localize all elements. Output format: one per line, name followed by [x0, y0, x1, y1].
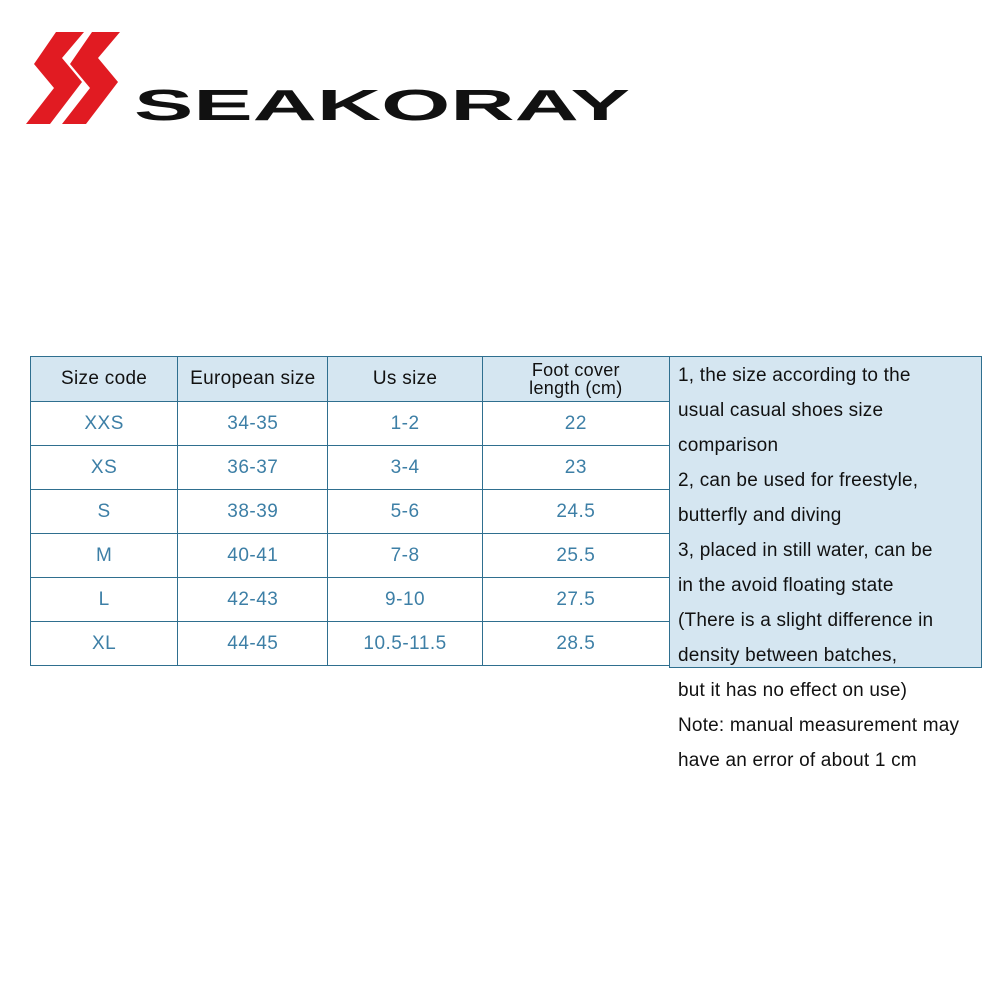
cell-european-size: 44-45	[178, 622, 328, 666]
table-row	[31, 578, 670, 622]
note-line: comparison	[678, 435, 779, 456]
note-line: have an error of about 1 cm	[678, 750, 917, 771]
cell-foot-length: 24.5	[482, 490, 669, 534]
cell-us-size: 9-10	[328, 578, 482, 622]
cell-us-size: 1-2	[328, 402, 482, 446]
cell-us-size: 7-8	[328, 534, 482, 578]
note-line: 1, the size according to the	[678, 365, 911, 386]
table-row	[31, 446, 670, 490]
cell-foot-length: 27.5	[482, 578, 669, 622]
cell-european-size: 34-35	[178, 402, 328, 446]
header-foot-cover-line1: Foot cover	[531, 360, 620, 380]
brand-logo	[22, 30, 632, 130]
cell-us-size: 5-6	[328, 490, 482, 534]
note-line: Note: manual measurement may	[678, 715, 960, 736]
table-row	[31, 622, 670, 666]
cell-foot-length: 23	[482, 446, 669, 490]
note-line: density between batches,	[678, 645, 898, 666]
note-line: usual casual shoes size	[678, 400, 884, 421]
table-row	[31, 402, 670, 446]
notes-text	[678, 358, 996, 778]
header-size-code: Size code	[31, 357, 178, 402]
cell-foot-length: 28.5	[482, 622, 669, 666]
cell-size-code: M	[31, 534, 178, 578]
cell-european-size: 36-37	[178, 446, 328, 490]
cell-size-code: S	[31, 490, 178, 534]
cell-size-code: L	[31, 578, 178, 622]
header-us-size: Us size	[328, 357, 482, 402]
brand-wordmark-text: SEAKORAY	[134, 81, 630, 130]
brand-wordmark	[134, 81, 634, 130]
header-foot-cover-line2: length (cm)	[529, 378, 623, 398]
note-line: 3, placed in still water, can be	[678, 540, 933, 561]
header-european-size: European size	[178, 357, 328, 402]
header-foot-cover-length	[482, 357, 669, 402]
cell-size-code: XS	[31, 446, 178, 490]
cell-foot-length: 22	[482, 402, 669, 446]
cell-us-size: 3-4	[328, 446, 482, 490]
cell-size-code: XL	[31, 622, 178, 666]
table-header-row	[31, 357, 670, 402]
cell-european-size: 38-39	[178, 490, 328, 534]
note-line: but it has no effect on use)	[678, 680, 908, 701]
cell-european-size: 42-43	[178, 578, 328, 622]
note-line: 2, can be used for freestyle,	[678, 470, 919, 491]
note-line: butterfly and diving	[678, 505, 842, 526]
table-row	[31, 534, 670, 578]
cell-us-size: 10.5-11.5	[328, 622, 482, 666]
cell-european-size: 40-41	[178, 534, 328, 578]
seakoray-ss-logo-icon	[22, 30, 134, 126]
note-line: (There is a slight difference in	[678, 610, 934, 631]
size-chart-table	[30, 356, 670, 666]
cell-foot-length: 25.5	[482, 534, 669, 578]
cell-size-code: XXS	[31, 402, 178, 446]
table-row	[31, 490, 670, 534]
note-line: in the avoid floating state	[678, 575, 894, 596]
